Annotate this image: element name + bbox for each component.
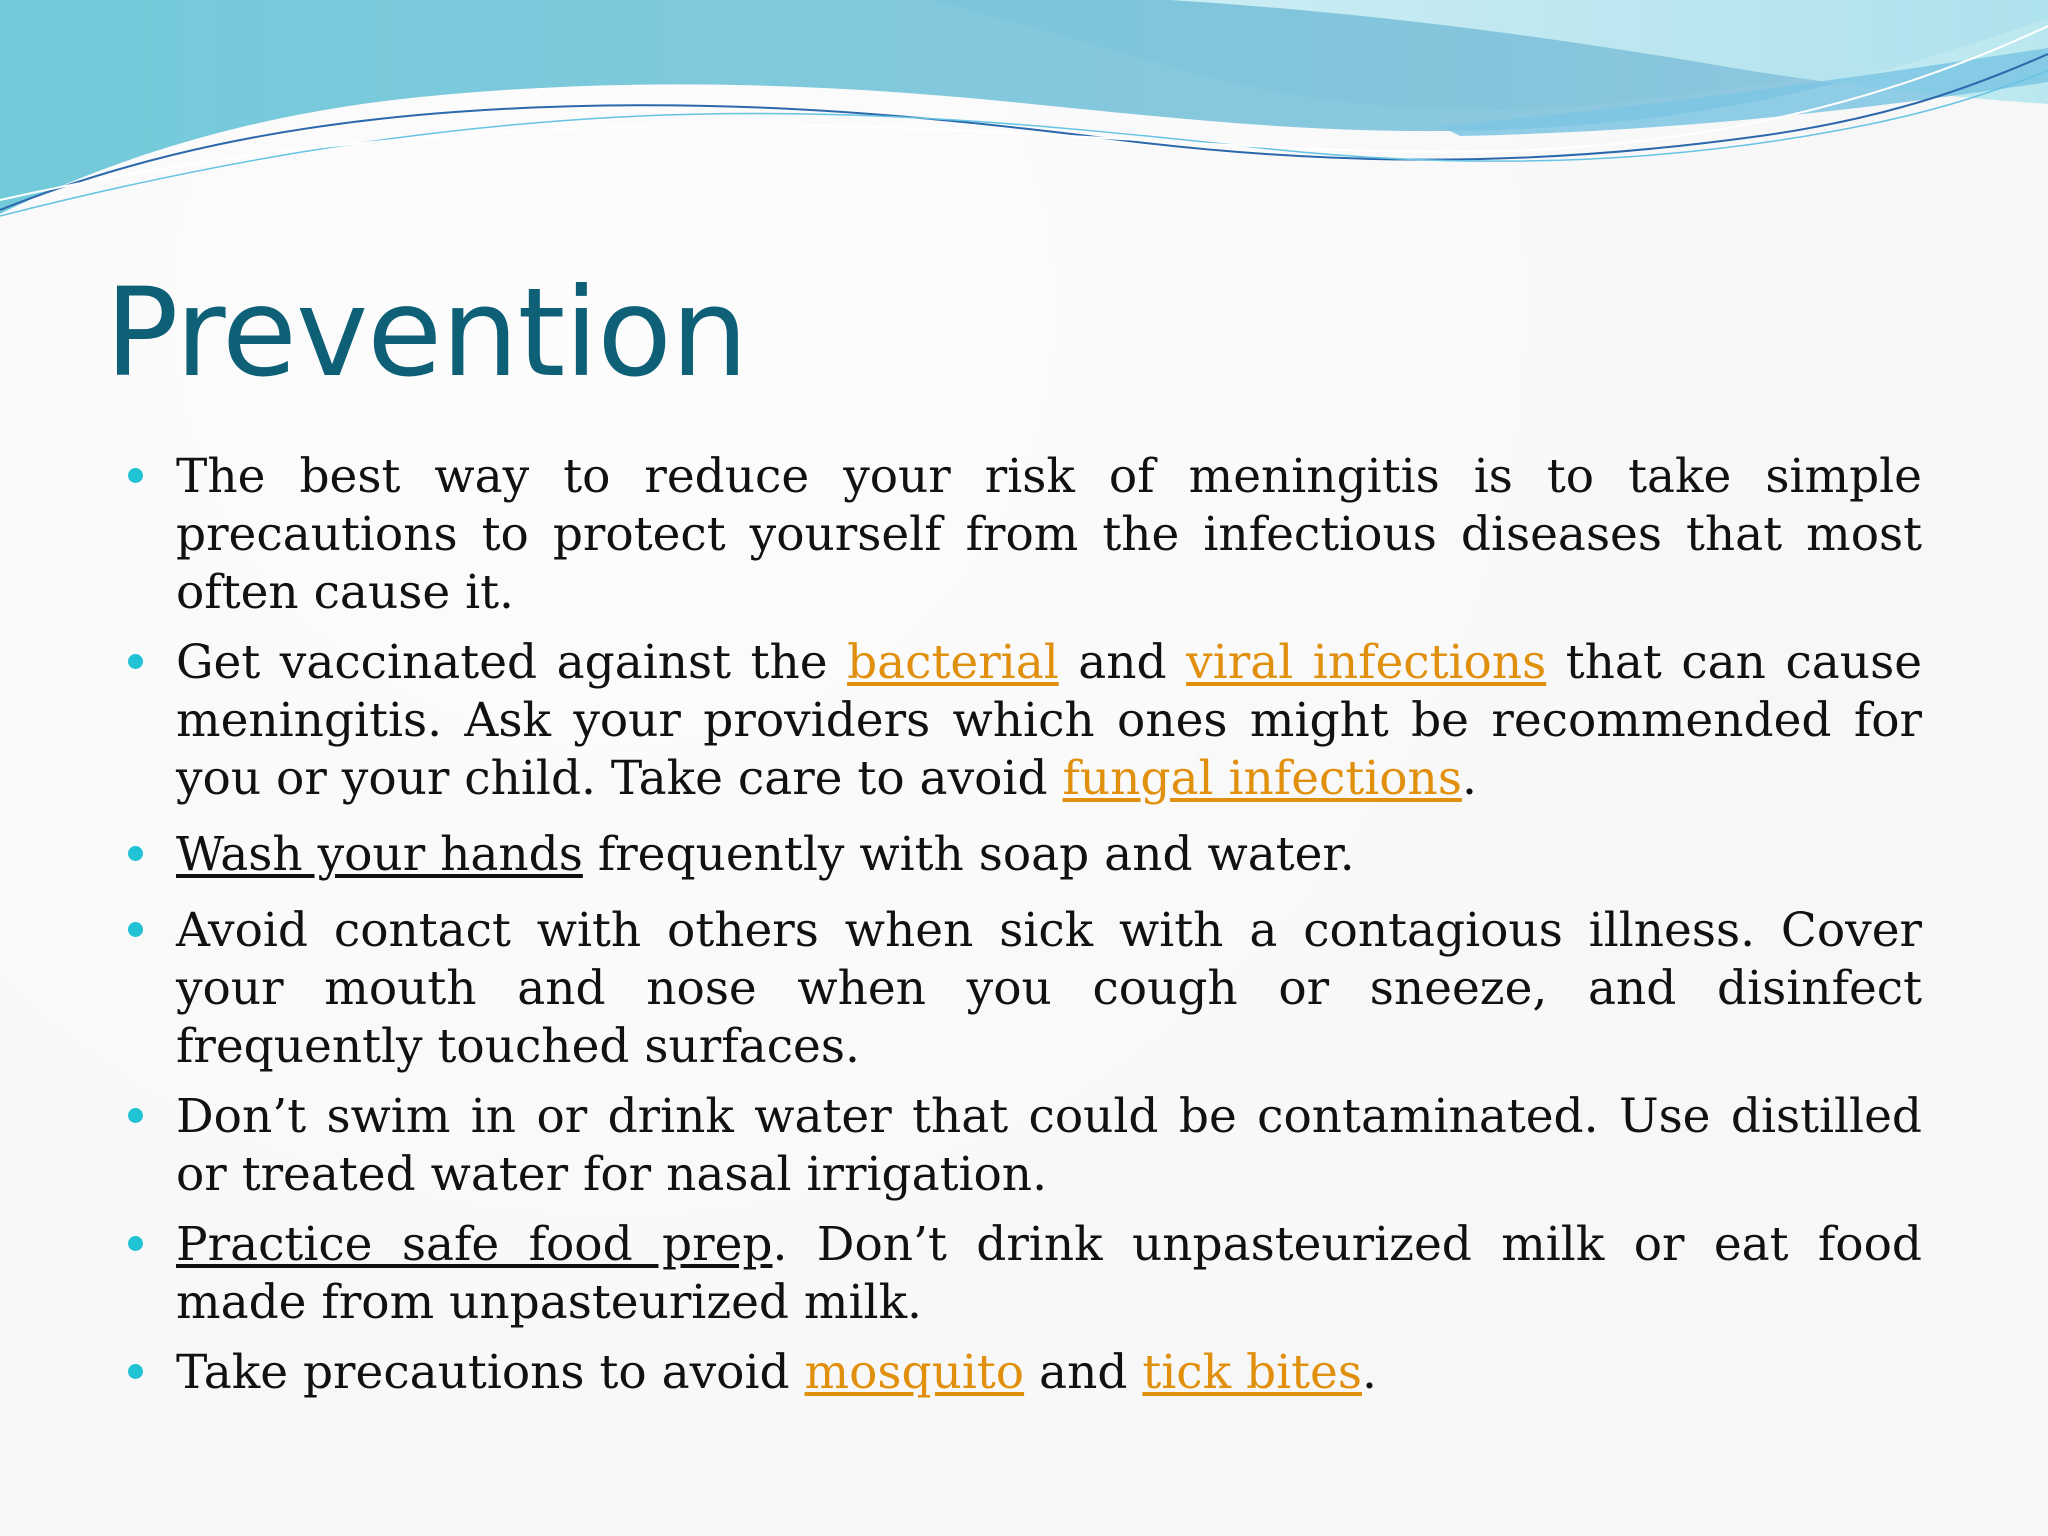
bullet-item-2 (120, 634, 1922, 808)
bullet-text (176, 826, 1922, 884)
bullet-text-segment: . (1361, 1345, 1377, 1400)
bullet-text-segment: Get vaccinated against the (176, 635, 848, 690)
bullet-text-segment: that can cause meningitis. Ask your providers which ones might be recommended for you or your child. Take care to avoid (176, 635, 1923, 806)
bullet-text-segment: Take precautions to avoid (176, 1345, 805, 1400)
wash-your-hands-link[interactable]: Wash your hands (176, 827, 583, 882)
bullet-item-1 (120, 448, 1922, 622)
practice-safe-food-prep-link[interactable]: Practice safe food prep (176, 1217, 773, 1272)
bullet-text-segment: and (1024, 1345, 1143, 1400)
bacterial-link[interactable]: bacterial (847, 635, 1059, 690)
bullet-list (120, 448, 1922, 1402)
header-wave-decoration (0, 0, 2048, 240)
bullet-item-5 (120, 1088, 1922, 1204)
bullet-text-segment: . Don’t drink unpasteurized milk or eat food made from unpasteurized milk. (176, 1217, 1922, 1330)
bullet-item-3 (120, 826, 1922, 884)
bullet-text-segment: . (1461, 751, 1477, 806)
bullet-text: Avoid contact with others when sick with a contagious illness. Cover your mouth and nose when you cough or sneeze, and disinfect frequently touched surfaces. (176, 903, 1922, 1074)
bullet-dot-icon (128, 1108, 143, 1123)
bullet-text (176, 1216, 1922, 1332)
bullet-text (176, 634, 1922, 808)
bullet-item-6 (120, 1216, 1922, 1332)
bullet-dot-icon (128, 922, 143, 937)
bullet-dot-icon (128, 654, 143, 669)
bullet-text-segment: and (1058, 635, 1187, 690)
bullet-dot-icon (128, 468, 143, 483)
tick-bites-link[interactable]: tick bites (1142, 1345, 1362, 1400)
fungal-infections-link[interactable]: fungal infections (1062, 751, 1462, 806)
bullet-text: The best way to reduce your risk of meningitis is to take simple precautions to protect yourself from the infectious diseases that most often cause it. (176, 449, 1922, 620)
bullet-text (176, 1344, 1922, 1402)
slide-title: Prevention (105, 262, 748, 404)
bullet-dot-icon (128, 1236, 143, 1251)
mosquito-link[interactable]: mosquito (804, 1345, 1025, 1400)
bullet-text: Don’t swim in or drink water that could be contaminated. Use distilled or treated water for nasal irrigation. (176, 1089, 1922, 1202)
bullet-item-7 (120, 1344, 1922, 1402)
bullet-dot-icon (128, 846, 143, 861)
bullet-item-4 (120, 902, 1922, 1076)
viral-infections-link[interactable]: viral infections (1186, 635, 1547, 690)
bullet-dot-icon (128, 1364, 143, 1379)
bullet-text-segment: frequently with soap and water. (582, 827, 1355, 882)
